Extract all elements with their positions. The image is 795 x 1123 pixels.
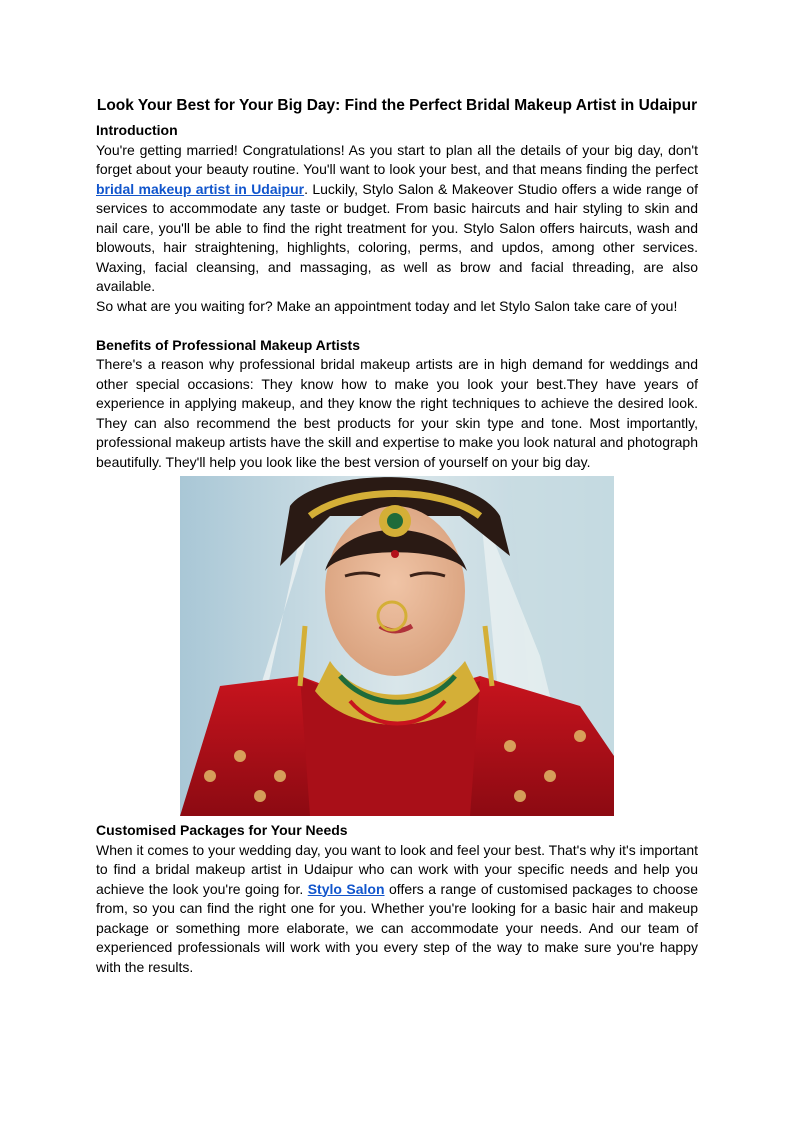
introduction-paragraph	[96, 141, 698, 297]
packages-paragraph	[96, 841, 698, 978]
bride-illustration	[180, 476, 614, 816]
introduction-heading: Introduction	[96, 122, 178, 138]
document-title: Look Your Best for Your Big Day: Find the Perfect Bridal Makeup Artist in Udaipur	[96, 97, 698, 114]
intro-text-before-link: You're getting married! Congratulations! As you start to plan all the details of your big day, don't forget about your beauty routine. You'll want to look your best, and that means finding the perfect	[96, 141, 698, 177]
bridal-photo	[180, 476, 614, 816]
stylo-salon-link[interactable]: Stylo Salon	[307, 880, 385, 897]
packages-heading: Customised Packages for Your Needs	[96, 822, 348, 838]
packages-text-after-link: offers a range of customised packages to choose from, so you can find the right one for you. Whether you're looking for a basic hair and makeup package or something more elaborate, we can accommodate your needs. And our team of experienced professionals will work with you every step of the way to make sure you're happy with the results.	[96, 880, 698, 975]
benefits-heading: Benefits of Professional Makeup Artists	[96, 336, 360, 353]
packages-text-before-link: When it comes to your wedding day, you want to look and feel your best. That's why it's important to find a bridal makeup artist in Udaipur who can work with your specific needs and help you achieve the look you're going for.	[96, 841, 698, 897]
appointment-paragraph: So what are you waiting for? Make an appointment today and let Stylo Salon take care of you!	[96, 297, 678, 314]
benefits-paragraph: There's a reason why professional bridal makeup artists are in high demand for weddings and other special occasions: They know how to make you look your best.They have years of experience in applying makeup, and they know the right techniques to achieve the desired look. They can also recommend the best products for your skin type and tone. Most importantly, professional makeup artists have the skill and expertise to make you look natural and photograph beautifully. They'll help you look like the best version of yourself on your big day.	[96, 356, 698, 470]
bridal-makeup-artist-link[interactable]: bridal makeup artist in Udaipur	[96, 180, 305, 197]
blank-line	[96, 316, 698, 336]
intro-text-after-link: . Luckily, Stylo Salon & Makeover Studio offers a wide range of services to accommodate any taste or budget. From basic haircuts and hair styling to skin and nail care, you'll be able to find the right treatment for you. Stylo Salon offers haircuts, wash and blowouts, hair straightening, highlights, coloring, perms, and updos, among other services. Waxing, facial cleansing, and massaging, as well as brow and facial threading, are also available.	[96, 180, 698, 294]
document-page	[96, 95, 698, 977]
